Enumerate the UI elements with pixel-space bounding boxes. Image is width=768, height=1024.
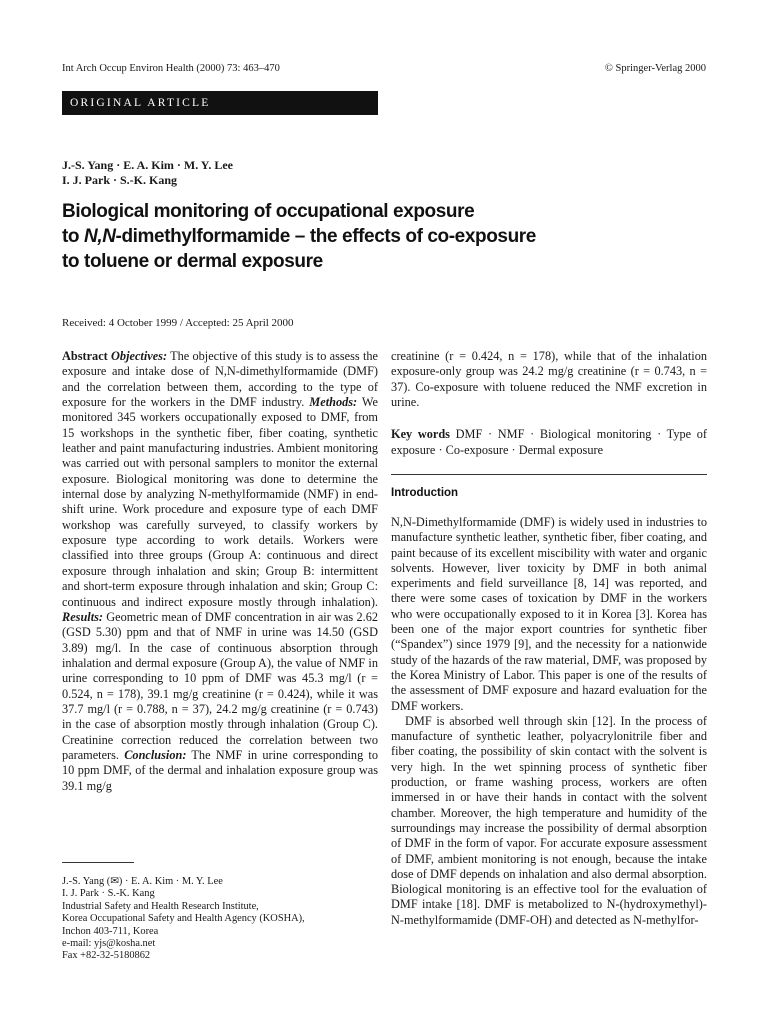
footnote-line-4: Korea Occupational Safety and Health Agency (KOSHA), (62, 913, 305, 925)
abstract-continued-text: creatinine (r = 0.424, n = 178), while that of the inhalation exposure-only group was 24.2 mg/g creatinine (r = 0.743, n = 37). Co-exposure with toluene reduced the NMF excretion in urine. (391, 349, 707, 410)
results-text: Geometric mean of DMF concentration in air was 2.62 (GSD 5.30) ppm and that of NMF in urine was 14.50 (GSD 3.89) mg/l. In the case of continuous absorption through inhalation and dermal exposure (Group A), the value of NMF in urine corresponding to 10 ppm of DMF was 45.3 mg/l (r = 0.524, n = 178), 39.1 mg/g creatinine (r = 0.424), while it was 37.7 mg/l (r = 0.788, n = 37), 24.2 mg/g creatinine (r = 0.743) in the case of absorption mostly through inhalation (Group C). Creatinine correction reduced the correlation between two parameters. (62, 609, 378, 762)
journal-citation: Int Arch Occup Environ Health (2000) 73: 463–470 (62, 63, 280, 74)
title-line-2 (62, 224, 622, 249)
introduction-body (391, 515, 707, 928)
keywords-label: Key words (391, 427, 450, 442)
conclusion-text: The NMF in urine corresponding to 10 ppm DMF, of the dermal and inhalation exposure group was 39.1 mg/g (62, 747, 378, 793)
objectives-text: The objective of this study is to assess the exposure and intake dose of N,N-dimethylformamide (DMF) and the correlation between them, according to the type of exposure for the workers in the DMF industry. (62, 349, 378, 410)
introduction-paragraph-2: DMF is absorbed well through skin [12]. In the process of manufacture of synthetic leather, polyacrylonitrile fiber and fiber coating, the possibility of skin contact with the solvent is very high. In the wet spinning process of synthetic fiber production, or frame washing process, workers are often immersed in or have their hands in contact with the solvent chamber. Moreover, the high temperature and humidity of the surroundings may increase the possibility of dermal absorption of DMF in the form of vapor. For accurate exposure assessment of DMF, ambient monitoring is not enough, because the intake dose of DMF depends on inhalation and also dermal absorption. Biological monitoring is an effective tool for the evaluation of DMF intake [18]. DMF is metabolized to N-(hydroxymethyl)-N-methylformamide (DMF-OH) and detected as N-methylfor- (391, 713, 707, 927)
title-line-2-suffix: -dimethylformamide – the effects of co-exposure (115, 226, 536, 247)
author-affiliation-footnote (62, 876, 378, 963)
title-line-2-prefix: to (62, 226, 85, 247)
keywords-text: DMF · NMF · Biological monitoring · Type of exposure · Co-exposure · Dermal exposure (391, 427, 707, 457)
article-title (62, 199, 622, 274)
author-line-2: I. J. Park · S.-K. Kang (62, 173, 178, 187)
footnote-line-2: I. J. Park · S.-K. Kang (62, 888, 155, 900)
footnote-divider (62, 862, 134, 863)
abstract-column (62, 349, 378, 794)
methods-label: Methods: (309, 395, 358, 410)
introduction-heading: Introduction (391, 487, 459, 499)
author-list (62, 158, 233, 188)
results-label: Results: (62, 609, 103, 624)
abstract-label: Abstract (62, 349, 108, 363)
title-line-2-italic: N,N (84, 226, 116, 247)
methods-text: We monitored 345 workers occupationally exposed to DMF, from 15 workshops in the synthetic fiber, fiber coating, synthetic leather and paint manufacturing industries. Ambient monitoring was carried out with personal samplers to monitor the external exposure. Biological monitoring was done to determine the internal dose by analyzing N-methylformamide (NMF) in end-shift urine. Work procedure and exposure type of each DMF workshop was carefully surveyed, to classify workers by exposure type according to work details. Workers were classified into three groups (Group A: continuous and direct exposure through inhalation and skin; Group B: intermittent and short-term exposure through inhalation and skin; Group C: continuous and indirect exposure mostly through inhalation). (62, 395, 378, 609)
keywords (391, 427, 707, 458)
title-line-3: to toluene or dermal exposure (62, 251, 323, 272)
footnote-line-3: Industrial Safety and Health Research Institute, (62, 900, 259, 912)
introduction-paragraph-1: N,N-Dimethylformamide (DMF) is widely used in industries to manufacture synthetic leather, synthetic fiber, fiber coating, and paint because of its excellent miscibility with water and organic solvents. However, liver toxicity by DMF in both animal experiments and field surveillance [8, 14] was reported, and there were some cases of toxication by DMF in the workers who were occupationally exposed to it in Korea [3]. Korea has been one of the major export countries for synthetic fiber (“Spandex”) since 1979 [9], and the necessity for a nationwide study of the hazards of the raw material, DMF, was proposed by the Korea Ministry of Labor. This paper is one of the results of the assessment of DMF exposure and hazard evaluation for the DMF workers. (391, 515, 707, 713)
received-dates: Received: 4 October 1999 / Accepted: 25 April 2000 (62, 317, 294, 329)
copyright-notice: © Springer-Verlag 2000 (604, 63, 706, 74)
article-type-banner: ORIGINAL ARTICLE (62, 91, 378, 115)
objectives-label: Objectives: (111, 349, 168, 363)
footnote-line-5: Inchon 403-711, Korea (62, 925, 159, 937)
title-line-1: Biological monitoring of occupational exposure (62, 201, 475, 222)
footnote-email: e-mail: yjs@kosha.net (62, 938, 156, 950)
author-line-1: J.-S. Yang · E. A. Kim · M. Y. Lee (62, 158, 234, 172)
footnote-line-1: J.-S. Yang (✉) · E. A. Kim · M. Y. Lee (62, 876, 223, 887)
conclusion-label: Conclusion: (124, 747, 187, 762)
abstract-paragraph (62, 349, 378, 794)
abstract-continued-column (391, 349, 707, 458)
footnote-fax: Fax +82-32-5180862 (62, 950, 151, 962)
section-divider (391, 474, 707, 475)
